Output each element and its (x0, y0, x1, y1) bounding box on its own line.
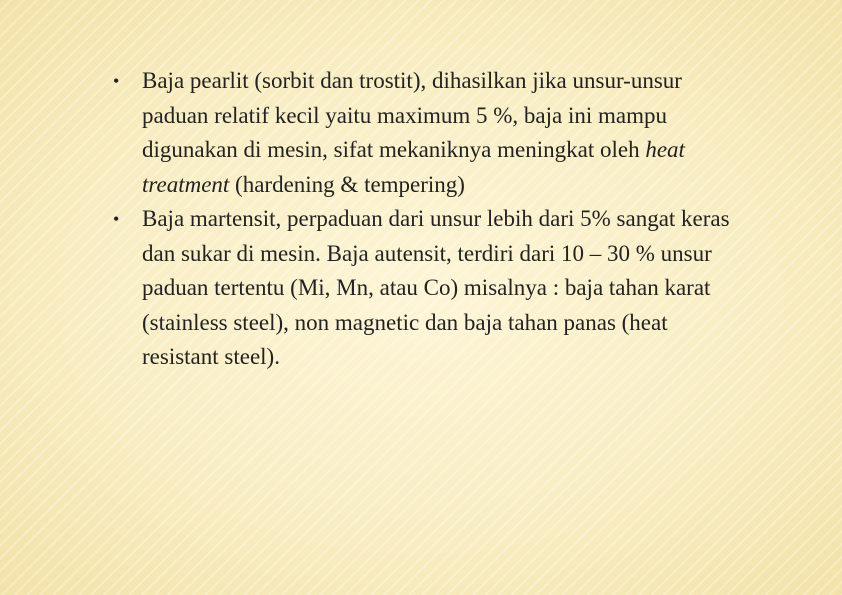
bullet-list (108, 64, 748, 375)
bullet-marker: • (113, 71, 120, 91)
bullet-marker: • (113, 209, 120, 229)
bullet-text: Baja martensit, perpaduan dari unsur lebih dari 5% sangat keras dan sukar di mesin. Baja autensit, terdiri dari 10 – 30 % unsur paduan tertentu (Mi, Mn, atau Co) misalnya : baja tahan karat (stainless steel), non magnetic dan baja tahan panas (heat resistant steel). (142, 206, 730, 369)
bullet-text (142, 68, 685, 197)
bullet-text-tail: (hardening & tempering) (229, 171, 465, 197)
bullet-text-italic: heat treatment (142, 137, 685, 197)
bullet-item-martensit (108, 202, 748, 375)
bullet-text-main: Baja pearlit (sorbit dan trostit), dihasilkan jika unsur-unsur paduan relatif kecil yaitu maximum 5 %, baja ini mampu digunakan di mesin, sifat mekaniknya meningkat oleh (142, 68, 682, 162)
bullet-item-pearlit (108, 64, 748, 202)
